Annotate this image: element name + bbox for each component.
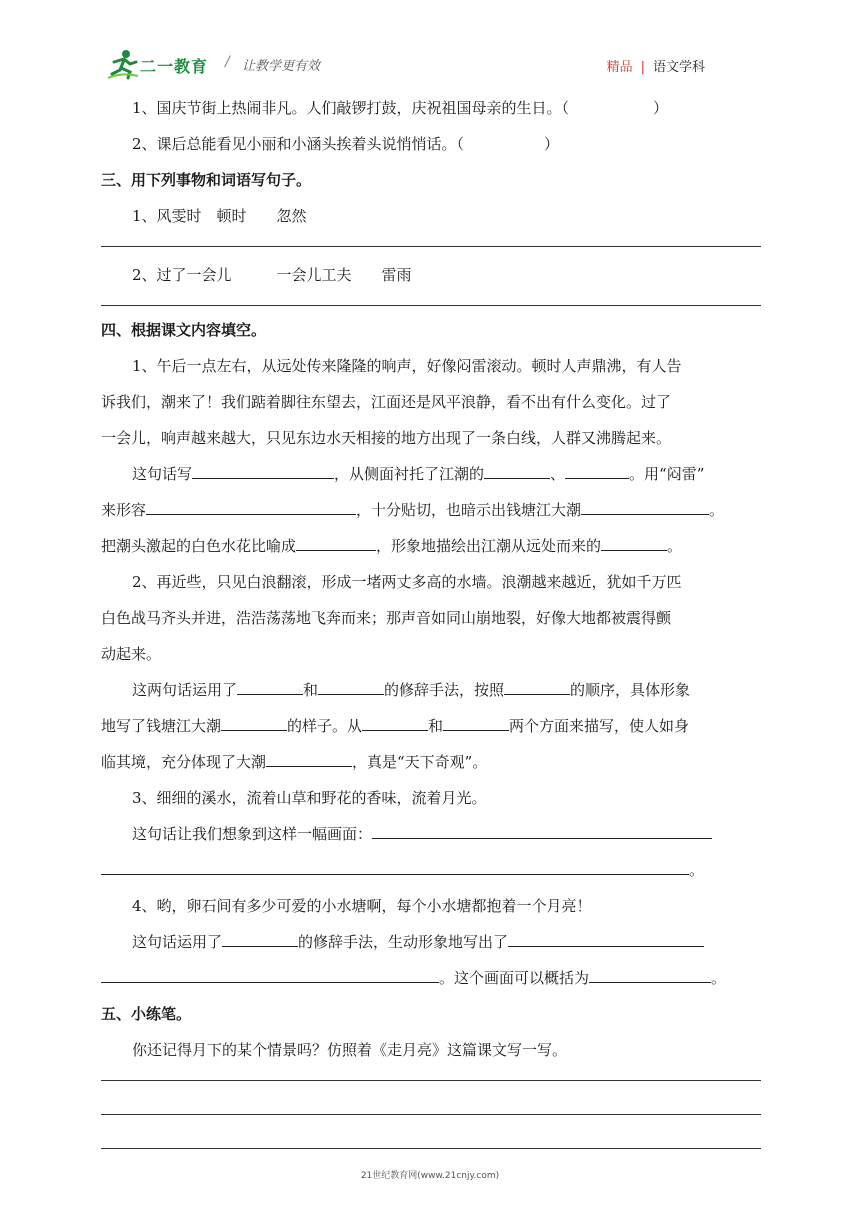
section-4-title: 四、根据课文内容填空。	[101, 321, 267, 339]
s5-prompt: 你还记得月下的某个情景吗？仿照着《走月亮》这篇课文写一写。	[132, 1041, 568, 1059]
s4-p1-line-2: 诉我们，潮来了！我们踮着脚往东望去，江面还是风平浪静，看不出有什么变化。过了	[101, 393, 672, 411]
blank[interactable]	[484, 458, 550, 479]
blank[interactable]	[296, 530, 376, 551]
blank[interactable]	[581, 494, 709, 515]
blank[interactable]	[372, 818, 712, 839]
s5-answer-line-3[interactable]	[101, 1148, 761, 1149]
s4-p2-line-3: 动起来。	[101, 645, 162, 663]
blank[interactable]	[589, 962, 711, 983]
s4-p2-line-1: 2、再近些，只见白浪翻滚，形成一堵两丈多高的水墙。浪潮越来越近，犹如千万匹	[132, 573, 682, 591]
s4-p1-line-1: 1、午后一点左右，从远处传来隆隆的响声，好像闷雷滚动。顿时人声鼎沸，有人告	[132, 357, 682, 375]
runner-logo-icon	[106, 48, 140, 80]
blank[interactable]	[221, 710, 287, 731]
blank[interactable]	[443, 710, 509, 731]
s4-fill-2-line-1: 这两句话运用了 和 的修辞手法，按照 的顺序，具体形象	[101, 672, 761, 708]
worksheet-content	[101, 90, 761, 1149]
blank[interactable]	[101, 962, 439, 983]
quality-tag: 精品	[606, 60, 633, 75]
s4-fill-1-line-2: 来形容 ，十分贴切，也暗示出钱塘江大潮 。	[101, 492, 761, 528]
s4-fill-4-line-2: 。这个画面可以概括为 。	[101, 960, 761, 996]
blank[interactable]	[362, 710, 428, 731]
header-right	[607, 56, 705, 75]
blank[interactable]	[192, 458, 334, 479]
s4-fill-1-line-3: 把潮头激起的白色水花比喻成 ，形象地描绘出江潮从远处而来的 。	[101, 528, 761, 564]
section-5-title: 五、小练笔。	[101, 1005, 192, 1023]
page-header	[0, 0, 860, 90]
s4-fill-3-line-2: 。	[101, 852, 761, 888]
s4-fill-4-line-1: 这句话运用了 的修辞手法，生动形象地写出了	[101, 924, 761, 960]
q2-item-1: 1、国庆节街上热闹非凡。人们敲锣打鼓，庆祝祖国母亲的生日。（ ）	[132, 99, 669, 117]
section-3-title: 三、用下列事物和词语写句子。	[101, 171, 312, 189]
blank[interactable]	[266, 746, 352, 767]
brand-name: 二一教育	[140, 57, 209, 76]
s4-fill-1-line-1: 这句话写 ，从侧面衬托了江潮的 、 。用“闷雷”	[101, 456, 761, 492]
blank[interactable]	[101, 854, 689, 875]
s3-item-1: 1、风雯时 顿时 忽然	[132, 207, 307, 225]
blank[interactable]	[601, 530, 667, 551]
blank[interactable]	[504, 674, 570, 695]
s4-fill-2-line-3: 临其境，充分体现了大潮 ，真是“天下奇观”。	[101, 744, 761, 780]
s4-p1-line-3: 一会儿，响声越来越大，只见东边水天相接的地方出现了一条白线，人群又沸腾起来。	[101, 429, 672, 447]
blank[interactable]	[508, 926, 704, 947]
blank[interactable]	[237, 674, 303, 695]
slogan: 让教学更有效	[242, 59, 321, 74]
blank[interactable]	[146, 494, 356, 515]
blank[interactable]	[565, 458, 629, 479]
blank[interactable]	[318, 674, 384, 695]
s4-fill-3-line-1: 这句话让我们想象到这样一幅画面：	[101, 816, 761, 852]
s4-p4: 4、哟，卵石间有多少可爱的小水塘啊，每个小水塘都抱着一个月亮！	[132, 897, 592, 915]
blank[interactable]	[222, 926, 298, 947]
s4-p3: 3、细细的溪水，流着山草和野花的香味，流着月光。	[132, 789, 487, 807]
s3-item-2: 2、过了一会儿 一会儿工夫 雷雨	[132, 266, 412, 284]
q2-item-2: 2、课后总能看见小丽和小涵头挨着头说悄悄话。（ ）	[132, 135, 560, 153]
header-slash: /	[225, 54, 230, 70]
page-footer: 21世纪教育网(www.21cnjy.com)	[360, 1171, 500, 1181]
s4-p2-line-2: 白色战马齐头并进，浩浩荡荡地飞奔而来；那声音如同山崩地裂，好像大地都被震得颤	[101, 609, 672, 627]
s4-fill-2-line-2: 地写了钱塘江大潮 的样子。从 和 两个方面来描写，使人如身	[101, 708, 761, 744]
header-separator: |	[640, 60, 645, 75]
subject-label: 语文学科	[652, 60, 705, 75]
